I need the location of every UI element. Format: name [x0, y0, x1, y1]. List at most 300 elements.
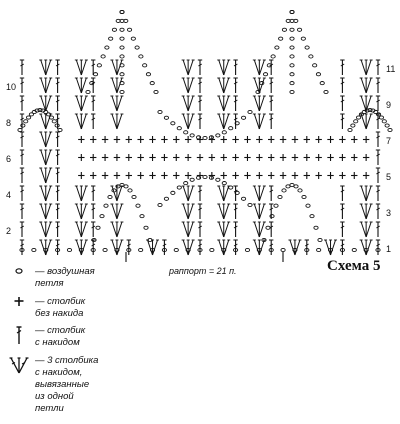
chart-row-numbers — [6, 64, 395, 254]
double-crochet-stitch — [198, 186, 202, 201]
chain-stitch — [302, 195, 306, 198]
double-crochet-stitch — [55, 168, 59, 183]
chain-stitch — [270, 215, 274, 218]
chain-stitch — [190, 178, 194, 181]
chain-stitch — [177, 127, 181, 130]
chain-stitch — [294, 185, 298, 188]
cluster-stitch — [217, 78, 230, 93]
chain-stitch — [271, 55, 275, 58]
double-crochet-stitch — [20, 186, 24, 201]
double-crochet-stitch — [127, 240, 131, 255]
chain-stitch — [139, 55, 143, 58]
double-crochet-stitch — [305, 240, 309, 255]
cluster-stitch — [217, 240, 230, 255]
chain-stitch — [171, 122, 175, 125]
chain-stitch — [120, 46, 124, 49]
single-crochet-stitch — [232, 172, 238, 179]
chain-stitch — [203, 175, 207, 178]
single-crochet-stitch — [363, 154, 369, 161]
double-crochet-stitch — [269, 114, 273, 129]
chain-stitch — [132, 195, 136, 198]
double-crochet-stitch — [376, 186, 380, 201]
row-number-left: 4 — [6, 190, 12, 200]
chain-stitch — [100, 215, 104, 218]
single-crochet-stitch — [173, 172, 179, 179]
chain-stitch — [21, 124, 25, 127]
chain-stitch — [109, 37, 113, 40]
cluster-stitch — [39, 168, 52, 183]
cluster-stitch — [182, 78, 195, 93]
row-number-left: 6 — [6, 154, 12, 164]
single-crochet-stitch — [149, 172, 155, 179]
single-crochet-stitch — [221, 172, 227, 179]
double-crochet-stitch — [55, 186, 59, 201]
chain-stitch — [139, 248, 143, 251]
cluster-stitch — [146, 240, 159, 255]
cluster-stitch — [39, 150, 52, 165]
single-crochet-stitch — [197, 136, 203, 143]
chain-stitch — [105, 46, 109, 49]
chain-stitch — [124, 185, 128, 188]
single-crochet-stitch — [351, 154, 357, 161]
single-crochet-icon — [8, 296, 30, 316]
cluster-stitch — [110, 96, 123, 111]
chain-stitch — [388, 128, 392, 131]
double-crochet-stitch — [376, 60, 380, 75]
cluster-stitch — [360, 186, 373, 201]
cluster-stitch — [110, 114, 123, 129]
single-crochet-stitch — [102, 172, 108, 179]
chain-stitch — [297, 28, 301, 31]
double-crochet-stitch — [233, 240, 237, 255]
cluster-stitch — [75, 240, 88, 255]
chain-stitch — [184, 131, 188, 134]
single-crochet-stitch — [173, 136, 179, 143]
chain-stitch — [298, 189, 302, 192]
row-number-right: 9 — [386, 100, 392, 110]
chain-stitch — [310, 215, 314, 218]
single-crochet-stitch — [363, 136, 369, 143]
single-crochet-stitch — [327, 172, 333, 179]
cluster-stitch — [39, 78, 52, 93]
chain-stitch — [97, 64, 101, 67]
cluster-stitch — [253, 114, 266, 129]
chain-stitch — [290, 10, 294, 13]
single-crochet-stitch — [351, 172, 357, 179]
single-crochet-stitch — [161, 172, 167, 179]
single-crochet-stitch — [90, 136, 96, 143]
cluster-stitch — [288, 240, 301, 255]
double-crochet-stitch — [91, 78, 95, 93]
double-crochet-stitch — [269, 240, 273, 255]
chain-stitch — [184, 182, 188, 185]
chain-stitch — [314, 226, 318, 229]
double-crochet-stitch — [20, 150, 24, 165]
single-crochet-stitch — [315, 136, 321, 143]
chain-stitch — [352, 248, 356, 251]
cluster-stitch — [182, 186, 195, 201]
cluster-stitch — [360, 78, 373, 93]
chain-stitch — [146, 73, 150, 76]
double-crochet-stitch — [340, 240, 344, 255]
chain-stitch — [26, 116, 30, 119]
double-crochet-stitch — [20, 222, 24, 237]
double-crochet-stitch — [198, 222, 202, 237]
chain-stitch — [144, 226, 148, 229]
chain-stitch — [93, 73, 97, 76]
single-crochet-stitch — [221, 136, 227, 143]
chain-stitch — [128, 189, 132, 192]
single-crochet-stitch — [256, 172, 262, 179]
chain-stitch — [136, 204, 140, 207]
chain-stitch — [316, 73, 320, 76]
legend-text-dc: — столбик с накидом — [35, 325, 86, 348]
chain-stitch — [96, 226, 100, 229]
double-crochet-stitch — [233, 60, 237, 75]
chain-stitch — [382, 120, 386, 123]
double-crochet-stitch — [198, 96, 202, 111]
chain-stitch — [140, 215, 144, 218]
chain-stitch — [174, 248, 178, 251]
double-crochet-stitch — [376, 132, 380, 147]
single-crochet-stitch — [102, 136, 108, 143]
chain-stitch — [203, 136, 207, 139]
chain-stitch — [281, 248, 285, 251]
chain-stitch — [354, 120, 358, 123]
cluster-stitch — [253, 186, 266, 201]
double-crochet-stitch — [55, 60, 59, 75]
row-number-right: 11 — [386, 64, 396, 74]
chain-stitch — [86, 90, 90, 93]
double-crochet-stitch — [269, 222, 273, 237]
double-crochet-stitch — [91, 186, 95, 201]
single-crochet-stitch — [292, 172, 298, 179]
double-crochet-stitch — [91, 114, 95, 129]
single-crochet-stitch — [327, 136, 333, 143]
cluster-stitch — [39, 60, 52, 75]
chain-stitch — [290, 73, 294, 76]
chain-stitch — [190, 134, 194, 137]
cluster-stitch — [253, 204, 266, 219]
double-crochet-stitch — [20, 204, 24, 219]
chain-stitch — [127, 28, 131, 31]
single-crochet-stitch — [304, 172, 310, 179]
cluster-stitch — [39, 222, 52, 237]
chain-stitch — [274, 204, 278, 207]
row-number-right: 5 — [386, 172, 392, 182]
single-crochet-stitch — [78, 172, 84, 179]
double-crochet-stitch — [340, 222, 344, 237]
chain-stitch — [32, 248, 36, 251]
chain-stitch — [290, 64, 294, 67]
cluster-stitch — [360, 222, 373, 237]
double-crochet-stitch — [55, 204, 59, 219]
double-crochet-stitch — [20, 132, 24, 147]
cluster-stitch — [39, 240, 52, 255]
double-crochet-stitch — [20, 78, 24, 93]
double-crochet-stitch — [376, 204, 380, 219]
row-number-right: 1 — [386, 244, 392, 254]
chain-stitch — [150, 82, 154, 85]
double-crochet-stitch — [20, 60, 24, 75]
chain-stitch — [278, 195, 282, 198]
single-crochet-stitch — [126, 136, 132, 143]
chain-stitch — [18, 128, 22, 131]
double-crochet-stitch — [376, 150, 380, 165]
double-crochet-stitch — [91, 222, 95, 237]
legend-text-cluster: — 3 столбика с накидом, вывязанные из одной петли — [35, 355, 99, 414]
chain-stitch — [135, 46, 139, 49]
cluster-stitch — [75, 96, 88, 111]
chain-stitch — [52, 120, 56, 123]
legend-text-sc: — столбик без накида — [35, 296, 86, 319]
chain-stitch-icon — [8, 266, 30, 286]
single-crochet-stitch — [90, 154, 96, 161]
single-crochet-stitch — [339, 136, 345, 143]
chain-stitch — [58, 128, 62, 131]
double-crochet-stitch — [233, 204, 237, 219]
cluster-stitch — [253, 240, 266, 255]
double-crochet-stitch — [55, 150, 59, 165]
chain-stitch — [290, 90, 294, 93]
double-crochet-stitch — [198, 78, 202, 93]
single-crochet-stitch — [102, 154, 108, 161]
chain-stitch — [305, 46, 309, 49]
chain-stitch — [216, 178, 220, 181]
single-crochet-stitch — [161, 136, 167, 143]
double-crochet-stitch — [91, 96, 95, 111]
single-crochet-stitch — [209, 154, 215, 161]
single-crochet-stitch — [232, 154, 238, 161]
single-crochet-stitch — [161, 154, 167, 161]
double-crochet-stitch — [269, 78, 273, 93]
single-crochet-stitch — [244, 136, 250, 143]
double-crochet-stitch — [340, 78, 344, 93]
cluster-stitch — [110, 204, 123, 219]
single-crochet-stitch — [244, 154, 250, 161]
chain-stitch — [171, 191, 175, 194]
row-number-left: 2 — [6, 226, 12, 236]
double-crochet-stitch — [198, 60, 202, 75]
cluster-stitch — [217, 222, 230, 237]
cluster-stitch — [110, 240, 123, 255]
cluster-stitch — [182, 96, 195, 111]
chain-stitch — [164, 116, 168, 119]
chain-stitch — [290, 82, 294, 85]
single-crochet-stitch — [126, 154, 132, 161]
single-crochet-stitch — [327, 154, 333, 161]
cluster-stitch — [39, 132, 52, 147]
single-crochet-stitch — [351, 136, 357, 143]
single-crochet-stitch — [78, 154, 84, 161]
double-crochet-stitch — [55, 78, 59, 93]
single-crochet-stitch — [185, 154, 191, 161]
chain-stitch — [379, 116, 383, 119]
chain-stitch — [263, 73, 267, 76]
chain-stitch — [241, 116, 245, 119]
double-crochet-stitch — [198, 240, 202, 255]
single-crochet-stitch — [256, 136, 262, 143]
chain-stitch — [120, 28, 124, 31]
double-crochet-stitch — [233, 96, 237, 111]
chain-stitch — [104, 204, 108, 207]
single-crochet-stitch — [137, 136, 143, 143]
double-crochet-stitch — [20, 96, 24, 111]
chain-stitch — [301, 37, 305, 40]
chain-stitch — [290, 46, 294, 49]
chain-stitch — [317, 248, 321, 251]
chain-stitch — [222, 131, 226, 134]
chain-stitch — [306, 204, 310, 207]
cluster-stitch — [182, 114, 195, 129]
row-number-right: 7 — [386, 136, 392, 146]
row-number-left: 10 — [6, 82, 17, 92]
double-crochet-stitch — [198, 114, 202, 129]
double-crochet-stitch — [91, 240, 95, 255]
double-crochet-stitch — [20, 168, 24, 183]
repeat-label: раппорт = 21 п. — [166, 266, 240, 276]
single-crochet-stitch — [232, 136, 238, 143]
chain-stitch — [120, 90, 124, 93]
double-crochet-stitch — [340, 96, 344, 111]
cluster-stitch — [75, 114, 88, 129]
single-crochet-stitch — [197, 172, 203, 179]
chain-stitch — [385, 124, 389, 127]
chain-stitch — [241, 197, 245, 200]
chain-stitch — [324, 90, 328, 93]
cluster-stitch — [217, 114, 230, 129]
cluster-stitch — [182, 60, 195, 75]
chain-stitch — [290, 28, 294, 31]
single-crochet-stitch — [173, 154, 179, 161]
single-crochet-stitch — [149, 136, 155, 143]
cluster-stitch-icon — [8, 355, 30, 375]
single-crochet-stitch — [268, 136, 274, 143]
double-crochet-stitch — [91, 204, 95, 219]
double-crochet-stitch — [376, 240, 380, 255]
double-crochet-stitch — [55, 240, 59, 255]
single-crochet-stitch — [280, 136, 286, 143]
double-crochet-stitch — [20, 240, 24, 255]
single-crochet-stitch — [114, 172, 120, 179]
chain-stitch — [177, 186, 181, 189]
chain-stitch — [248, 110, 252, 113]
cluster-stitch — [110, 222, 123, 237]
single-crochet-stitch — [197, 154, 203, 161]
double-crochet-stitch — [376, 96, 380, 111]
chain-stitch — [67, 248, 71, 251]
double-crochet-stitch — [162, 240, 166, 255]
chain-stitch — [313, 64, 317, 67]
double-crochet-stitch — [269, 96, 273, 111]
cluster-stitch — [182, 204, 195, 219]
cluster-stitch — [39, 204, 52, 219]
single-crochet-stitch — [90, 172, 96, 179]
row-number-left: 8 — [6, 118, 12, 128]
chain-stitch — [318, 238, 322, 241]
single-crochet-stitch — [221, 154, 227, 161]
single-crochet-stitch — [304, 136, 310, 143]
single-crochet-stitch — [292, 136, 298, 143]
chain-stitch — [158, 110, 162, 113]
chain-stitch — [282, 189, 286, 192]
cluster-stitch — [217, 96, 230, 111]
cluster-stitch — [217, 60, 230, 75]
single-crochet-stitch — [363, 172, 369, 179]
cluster-stitch — [75, 204, 88, 219]
single-crochet-stitch — [280, 154, 286, 161]
chain-stitch — [101, 55, 105, 58]
single-crochet-stitch — [292, 154, 298, 161]
double-crochet-stitch — [340, 60, 344, 75]
double-crochet-stitch — [198, 204, 202, 219]
double-crochet-stitch — [376, 78, 380, 93]
chain-stitch — [245, 248, 249, 251]
chain-stitch — [143, 64, 147, 67]
chain-stitch — [282, 28, 286, 31]
single-crochet-stitch — [137, 154, 143, 161]
cluster-stitch — [360, 204, 373, 219]
double-crochet-stitch — [233, 222, 237, 237]
cluster-stitch — [182, 240, 195, 255]
double-crochet-stitch — [376, 222, 380, 237]
single-crochet-stitch — [114, 136, 120, 143]
double-crochet-icon — [8, 325, 30, 345]
double-crochet-stitch — [55, 96, 59, 111]
double-crochet-stitch — [340, 204, 344, 219]
chain-stitch — [131, 37, 135, 40]
chain-stitch — [229, 127, 233, 130]
single-crochet-stitch — [137, 172, 143, 179]
chart-stitch-grid — [20, 60, 380, 255]
chain-stitch — [210, 248, 214, 251]
chain-stitch — [120, 10, 124, 13]
cluster-stitch — [182, 222, 195, 237]
single-crochet-stitch — [244, 172, 250, 179]
cluster-stitch — [217, 204, 230, 219]
chain-stitch — [348, 128, 352, 131]
cluster-stitch — [39, 186, 52, 201]
single-crochet-stitch — [78, 136, 84, 143]
double-crochet-stitch — [340, 114, 344, 129]
double-crochet-stitch — [269, 60, 273, 75]
legend-text-chain: — воздушная петля — [35, 266, 95, 289]
chain-stitch — [154, 90, 158, 93]
cluster-stitch — [75, 60, 88, 75]
cluster-stitch — [253, 222, 266, 237]
chain-stitch — [158, 203, 162, 206]
chain-stitch — [120, 73, 124, 76]
single-crochet-stitch — [280, 172, 286, 179]
single-crochet-stitch — [315, 154, 321, 161]
single-crochet-stitch — [126, 172, 132, 179]
chain-stitch — [351, 124, 355, 127]
chain-stitch — [222, 182, 226, 185]
double-crochet-stitch — [55, 222, 59, 237]
chain-stitch — [103, 248, 107, 251]
chain-stitch — [279, 37, 283, 40]
single-crochet-stitch — [256, 154, 262, 161]
chain-stitch — [24, 120, 28, 123]
single-crochet-stitch — [339, 154, 345, 161]
chain-stitch — [320, 82, 324, 85]
cluster-stitch — [75, 222, 88, 237]
double-crochet-stitch — [376, 168, 380, 183]
chain-stitch — [120, 37, 124, 40]
single-crochet-stitch — [268, 172, 274, 179]
chart-chain-arcs — [18, 10, 392, 241]
chain-stitch — [290, 37, 294, 40]
